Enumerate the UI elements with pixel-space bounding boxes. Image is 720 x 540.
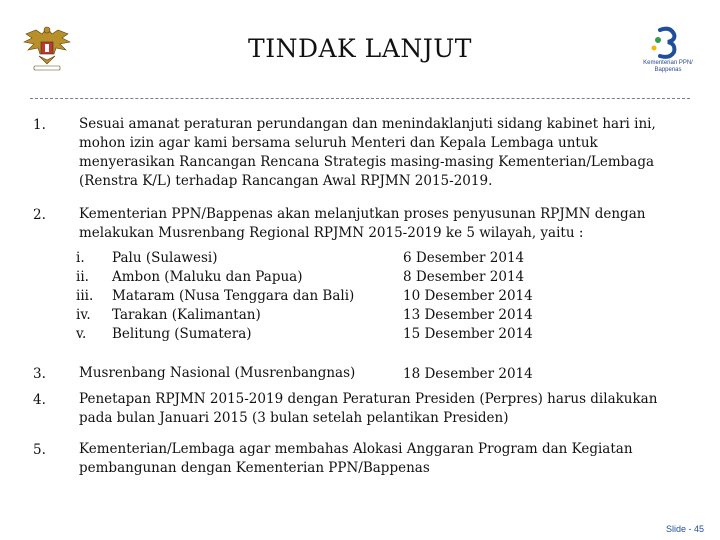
- regional-place: Tarakan (Kalimantan): [112, 307, 261, 323]
- regional-date: 13 Desember 2014: [403, 307, 533, 323]
- item-4-text: Penetapan RPJMN 2015-2019 dengan Peraturan Presiden (Perpres) harus dilakukan pada bulan Januari 2015 (3 bulan setelah pelantikan Presiden): [79, 391, 658, 426]
- regional-date: 6 Desember 2014: [403, 250, 525, 266]
- regional-date: 15 Desember 2014: [403, 326, 533, 342]
- item-3-date: 18 Desember 2014: [403, 366, 533, 382]
- bappenas-logo: [640, 26, 696, 78]
- regional-number: iii.: [76, 288, 94, 304]
- regional-date: 10 Desember 2014: [403, 288, 533, 304]
- item-3-number: 3.: [33, 366, 46, 382]
- item-5-text: Kementerian/Lembaga agar membahas Alokasi Anggaran Program dan Kegiatan pembangunan dengan Kementerian PPN/Bappenas: [79, 441, 633, 476]
- logo-line-1: Kementerian PPN/: [643, 60, 693, 66]
- regional-number: iv.: [76, 307, 91, 323]
- item-2-text: Kementerian PPN/Bappenas akan melanjutkan proses penyusunan RPJMN dengan melakukan Musrenbang Regional RPJMN 2015-2019 ke 5 wilayah, yaitu :: [79, 206, 646, 241]
- page-title: TINDAK LANJUT: [248, 34, 472, 63]
- item-1-number: 1.: [33, 117, 46, 133]
- regional-number: ii.: [76, 269, 89, 285]
- item-5-number: 5.: [33, 442, 46, 458]
- regional-place: Mataram (Nusa Tenggara dan Bali): [112, 288, 355, 304]
- slide-number: Slide - 45: [665, 524, 704, 534]
- regional-date: 8 Desember 2014: [403, 269, 525, 285]
- bappenas-logo-icon: [640, 26, 696, 60]
- item-4-number: 4.: [33, 392, 46, 408]
- item-1-text: Sesuai amanat peraturan perundangan dan menindaklanjuti sidang kabinet hari ini, mohon izin agar kami bersama seluruh Menteri dan Kepala Lembaga untuk menyerasikan Rancangan Rencana Strategis masing-masing Kementerian/Lembaga (Renstra K/L) terhadap Rancangan Awal RPJMN 2015-2019.: [79, 116, 656, 189]
- item-3-text: Musrenbang Nasional (Musrenbangnas): [79, 365, 356, 381]
- regional-place: Belitung (Sumatera): [112, 326, 252, 342]
- logo-line-2: Bappenas: [654, 67, 682, 73]
- header-divider: [30, 98, 690, 99]
- regional-number: v.: [76, 326, 87, 342]
- regional-number: i.: [76, 250, 85, 266]
- item-2-number: 2.: [33, 207, 46, 223]
- regional-place: Ambon (Maluku dan Papua): [112, 269, 303, 285]
- regional-place: Palu (Sulawesi): [112, 250, 218, 266]
